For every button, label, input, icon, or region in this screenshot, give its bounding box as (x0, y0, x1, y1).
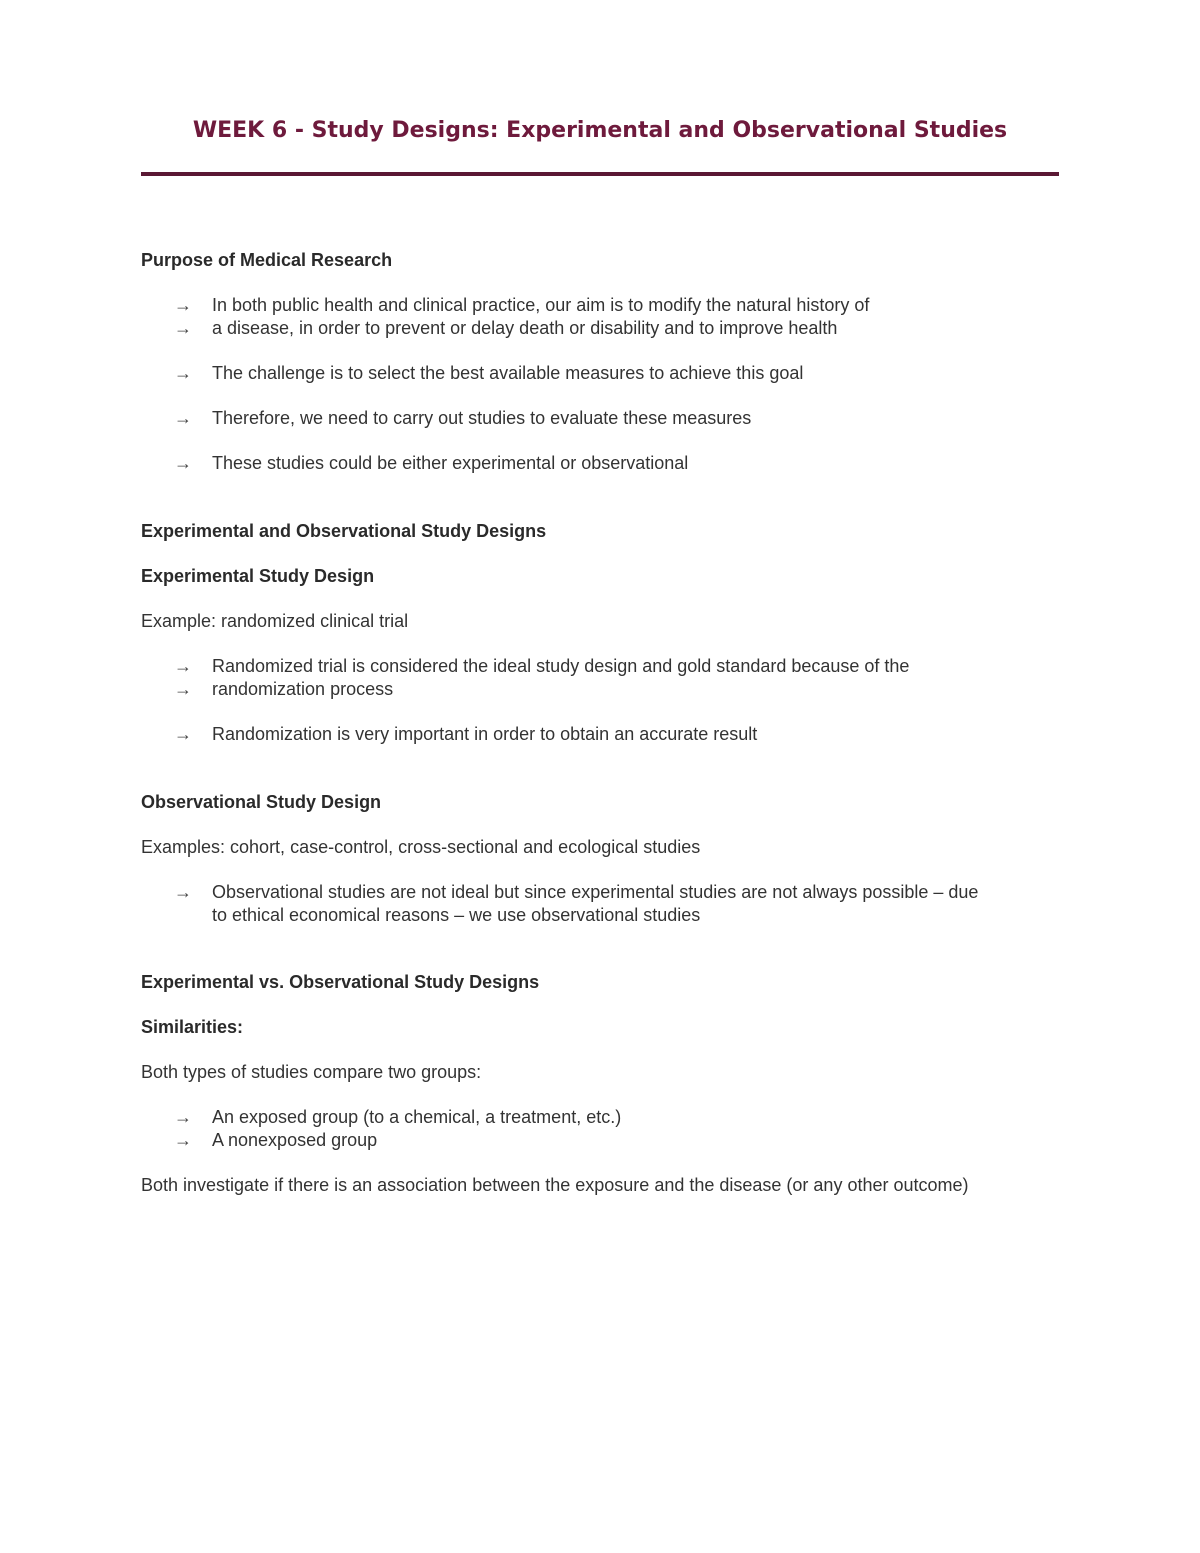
arrow-bullet-icon: → (174, 1130, 192, 1150)
list-item (174, 1106, 621, 1128)
section-heading-comparison: Experimental vs. Observational Study Designs (141, 972, 540, 992)
observational-example: Examples: cohort, case-control, cross-sectional and ecological studies (141, 837, 701, 857)
experimental-example: Example: randomized clinical trial (141, 611, 409, 631)
list-item (174, 317, 837, 339)
arrow-bullet-icon: → (174, 453, 192, 473)
list-item-text: In both public health and clinical practice, our aim is to modify the natural history of (212, 295, 870, 315)
subsection-heading-experimental: Experimental Study Design (141, 566, 375, 586)
title-divider (141, 172, 1059, 176)
arrow-bullet-icon: → (174, 408, 192, 428)
list-item-text: randomization process (212, 679, 394, 699)
arrow-bullet-icon: → (174, 295, 192, 315)
arrow-bullet-icon: → (174, 363, 192, 383)
list-item (174, 1129, 377, 1151)
list-item-text: A nonexposed group (212, 1130, 378, 1150)
section-heading-purpose: Purpose of Medical Research (141, 250, 393, 270)
list-item (174, 362, 803, 384)
list-item-text: Observational studies are not ideal but since experimental studies are not always possible – due (212, 882, 979, 902)
list-item-text: Randomized trial is considered the ideal study design and gold standard because of the (212, 656, 910, 676)
list-item (174, 678, 393, 700)
list-item (174, 881, 978, 903)
arrow-bullet-icon: → (174, 882, 192, 902)
arrow-bullet-icon: → (174, 679, 192, 699)
subsection-heading-observational: Observational Study Design (141, 792, 382, 812)
list-item (174, 452, 688, 474)
comparison-conclusion: Both investigate if there is an association between the exposure and the disease (or any other outcome) (141, 1175, 969, 1195)
arrow-bullet-icon: → (174, 724, 192, 744)
list-item-text: Therefore, we need to carry out studies to evaluate these measures (212, 408, 752, 428)
list-item-text: Randomization is very important in order to obtain an accurate result (212, 724, 758, 744)
list-item-text: The challenge is to select the best available measures to achieve this goal (212, 363, 804, 383)
list-item-text: a disease, in order to prevent or delay death or disability and to improve health (212, 318, 838, 338)
comparison-intro: Both types of studies compare two groups: (141, 1062, 482, 1082)
list-item-continuation: to ethical economical reasons – we use observational studies (212, 905, 701, 925)
arrow-bullet-icon: → (174, 656, 192, 676)
list-item (174, 723, 757, 745)
list-item (174, 294, 869, 316)
list-item (174, 407, 751, 429)
arrow-bullet-icon: → (174, 1107, 192, 1127)
subsection-heading-similarities: Similarities: (141, 1017, 244, 1037)
list-item-text: These studies could be either experimental or observational (212, 453, 689, 473)
list-item (174, 655, 909, 677)
section-heading-designs: Experimental and Observational Study Designs (141, 521, 547, 541)
page-title: WEEK 6 - Study Designs: Experimental and Observational Studies (192, 118, 1008, 143)
arrow-bullet-icon: → (174, 318, 192, 338)
list-item-text: An exposed group (to a chemical, a treatment, etc.) (212, 1107, 622, 1127)
